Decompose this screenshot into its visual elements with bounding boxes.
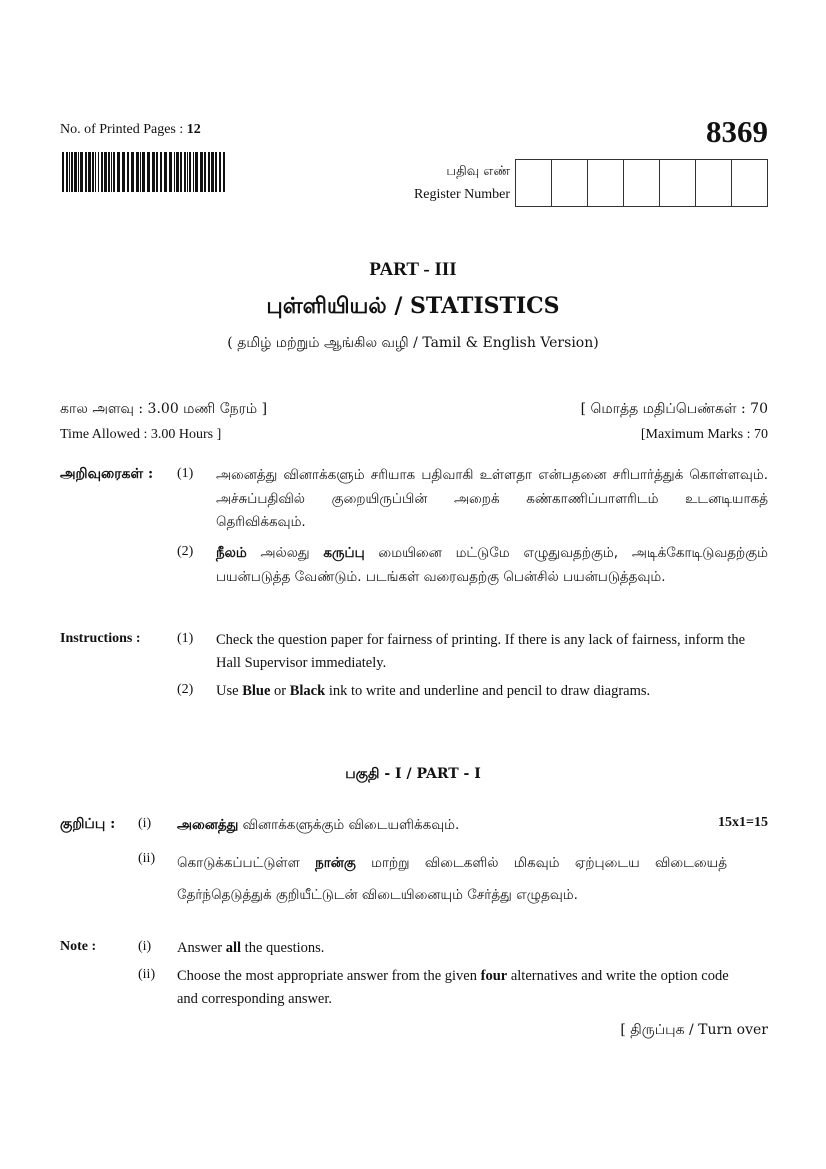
note-en-i-number: (i) [138,939,152,954]
barcode-bar [88,152,91,192]
barcode-bar [211,152,214,192]
note-en-i: Answer all the questions. [177,940,325,956]
instruction-ta-1: அனைத்து வினாக்களும் சரியாக பதிவாகி உள்ளதா என்பதனை சரிபார்த்துக் கொள்ளவும். அச்சுப்பதிவில் குறையிருப்பின் அறைக் கண்காணிப்பாளரிடம் உடனடியாகத் தெரிவிக்கவும். [216,467,768,530]
register-number-box[interactable] [624,160,660,206]
barcode-bar [180,152,182,192]
barcode-bar [160,152,162,192]
turn-over-label: [ திருப்புக / Turn over [620,1022,768,1038]
note-ta-ii-number: (ii) [138,851,156,866]
part-title: PART - III [369,259,457,280]
barcode-bar [184,152,186,192]
barcode-bar [147,152,150,192]
barcode-bar [80,152,83,192]
barcode-bar [69,152,70,192]
barcode-bar [104,152,107,192]
barcode-bar [113,152,115,192]
barcode-bar [208,152,210,192]
barcode-bar [66,152,68,192]
note-label-tamil: குறிப்பு : [60,816,116,832]
instruction-en-2-number: (2) [177,682,194,697]
barcode-bar [108,152,110,192]
barcode-bar [219,152,221,192]
instructions-label-tamil: அறிவுரைகள் : [60,466,154,482]
barcode-bar [98,152,99,192]
paper-code: 8369 [706,114,768,149]
register-number-box[interactable] [516,160,552,206]
barcode-bar [78,152,79,192]
register-number-box[interactable] [588,160,624,206]
instruction-en-1: Check the question paper for fairness of printing. If there is any lack of fairness, inform the Hall Supervisor immediately. [216,632,746,671]
instruction-en-1-number: (1) [177,631,194,646]
barcode-bar [71,152,73,192]
exam-info-tamil [60,401,768,419]
instruction-ta-2: நீலம் அல்லது கருப்பு மையினை மட்டுமே எழுதுவதற்கும், அடிக்கோடிடுவதற்கும் பயன்படுத்த வேண்டும். படங்கள் வரைவதற்கு பென்சில் பயன்படுத்தவும். [216,545,768,585]
version-line: ( தமிழ் மற்றும் ஆங்கில வழி / Tamil & English Version) [227,335,599,351]
barcode-bar [187,152,188,192]
time-allowed-english: Time Allowed : 3.00 Hours ] [60,427,222,442]
barcode-bar [174,152,175,192]
register-number-box[interactable] [660,160,696,206]
marks-scheme: 15x1=15 [718,815,768,830]
part-one-heading: பகுதி - I / PART - I [345,766,481,782]
barcode-bar [85,152,87,192]
barcode-bar [111,152,112,192]
barcode-bar [74,152,77,192]
barcode-bar [200,152,203,192]
instruction-ta-2-number: (2) [177,544,194,559]
barcode-bar [189,152,191,192]
register-number-box[interactable] [732,160,767,206]
instruction-en-2: Use Blue or Black ink to write and underline and pencil to draw diagrams. [216,683,651,699]
barcode-bar [140,152,141,192]
note-en-ii: Choose the most appropriate answer from the given four alternatives and write the option code and corresponding answer. [177,968,729,1007]
barcode-bar [152,152,155,192]
barcode-bar [176,152,179,192]
note-label-english: Note : [60,939,97,954]
register-number-box[interactable] [552,160,588,206]
barcode-bar [142,152,145,192]
note-ta-i: அனைத்து வினாக்களுக்கும் விடையளிக்கவும். [177,817,460,833]
max-marks-english: [Maximum Marks : 70 [640,427,768,442]
exam-info-english [60,427,768,443]
register-label-english: Register Number [413,187,510,202]
barcode-bar [156,152,158,192]
register-number-labels [300,160,510,206]
instructions-label-english: Instructions : [60,631,141,646]
barcode-bar [117,152,120,192]
barcode-bar [95,152,96,192]
barcode-bar [92,152,94,192]
barcode-bar [169,152,172,192]
barcode [62,152,226,192]
barcode-bar [215,152,217,192]
note-en-ii-number: (ii) [138,967,156,982]
barcode-bar [101,152,103,192]
register-number-box[interactable] [696,160,732,206]
barcode-bar [164,152,167,192]
barcode-bar [193,152,194,192]
register-label-tamil: பதிவு எண் [446,164,510,179]
register-number-boxes[interactable] [515,159,768,207]
barcode-bar [204,152,206,192]
printed-pages: No. of Printed Pages : 12 [60,122,201,137]
instruction-ta-1-number: (1) [177,466,194,481]
max-marks-tamil: [ மொத்த மதிப்பெண்கள் : 70 [580,401,768,417]
note-ta-ii: கொடுக்கப்பட்டுள்ள நான்கு மாற்று விடைகளில் மிகவும் ஏற்புடைய விடையைத் தேர்ந்தெடுத்துக் குறியீட்டுடன் விடையினையும் சேர்த்து எழுதவும். [177,855,728,903]
note-ta-i-number: (i) [138,816,152,831]
time-allowed-tamil: கால அளவு : 3.00 மணி நேரம் ] [60,401,268,417]
barcode-bar [122,152,125,192]
barcode-bar [223,152,225,192]
barcode-bar [195,152,198,192]
barcode-bar [62,152,64,192]
barcode-bar [127,152,129,192]
subject-title: புள்ளியியல் / STATISTICS [266,293,560,319]
barcode-bar [136,152,139,192]
barcode-bar [131,152,134,192]
